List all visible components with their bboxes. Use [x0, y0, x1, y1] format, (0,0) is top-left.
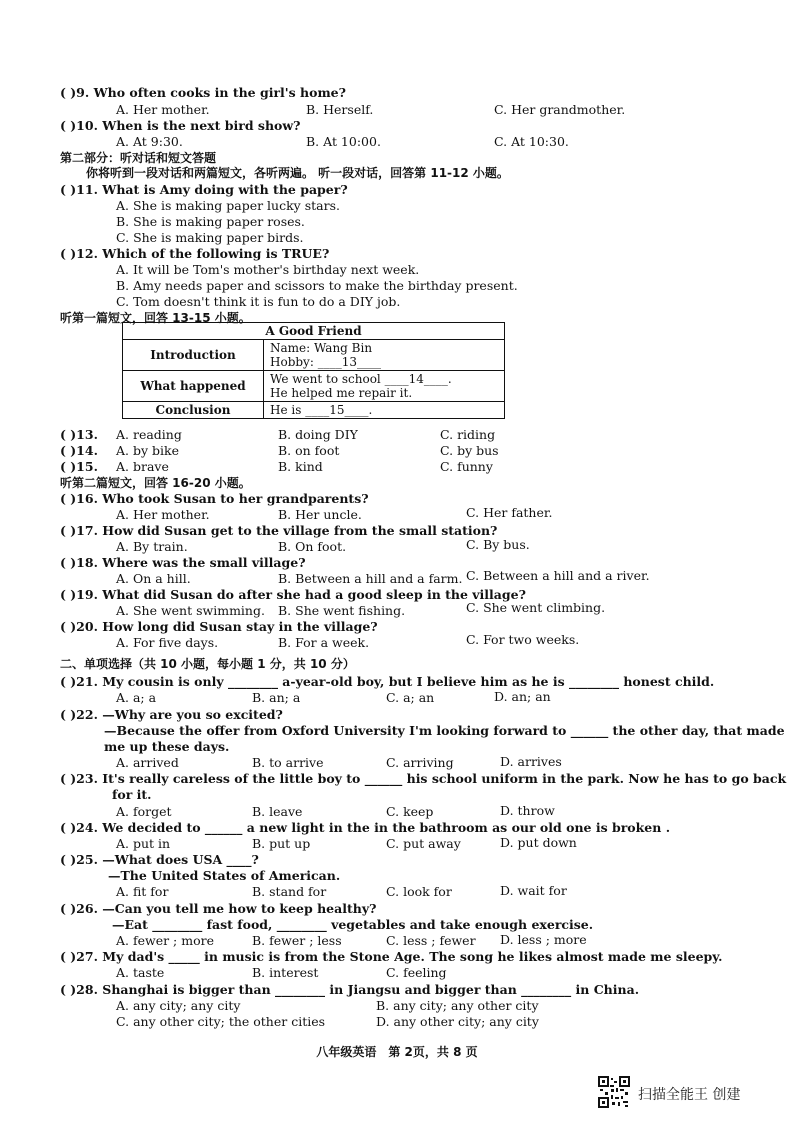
page-footer: 八年级英语 第 2页，共 8 页: [316, 1045, 478, 1059]
good-friend-table: [122, 322, 505, 419]
option-a: A. Her mother.: [116, 507, 210, 522]
option-a: A. It will be Tom's mother's birthday next week.: [116, 262, 420, 277]
scanner-watermark: 扫描全能王 创建: [638, 1087, 741, 1103]
question-number: ( )10.: [60, 118, 98, 133]
question-18: [60, 556, 306, 570]
question-number: ( )23.: [60, 771, 98, 786]
option-b: B. any city; any other city: [376, 998, 539, 1013]
option-c: C. By bus.: [466, 537, 530, 552]
option-a: A. She went swimming.: [116, 603, 265, 618]
option-a: A. taste: [116, 965, 165, 980]
question-number: ( )28.: [60, 982, 98, 997]
question-10: [60, 119, 300, 133]
option-a: A. Her mother.: [116, 102, 210, 117]
question-25-stem-line2: —The United States of American.: [108, 868, 341, 883]
question-22: [60, 708, 283, 722]
option-b: B. doing DIY: [278, 427, 358, 442]
table-row-label: Conclusion: [123, 402, 264, 419]
qr-code-icon: [598, 1076, 630, 1108]
option-b: B. kind: [278, 459, 323, 474]
table-row-content: [264, 340, 505, 371]
option-b: B. She went fishing.: [278, 603, 406, 618]
option-c: C. She is making paper birds.: [116, 230, 304, 245]
option-d: D. put down: [500, 835, 577, 850]
option-a: A. any city; any city: [116, 998, 241, 1013]
option-c: C. funny: [440, 459, 493, 474]
question-12: [60, 247, 329, 261]
question-14-number: ( )14.: [60, 443, 98, 458]
question-13-number: ( )13.: [60, 427, 98, 442]
question-26-stem-line2: —Eat ________ fast food, ________ vegetables and take enough exercise.: [112, 917, 594, 932]
question-stem: What did Susan do after she had a good sleep in the village?: [102, 587, 526, 602]
option-a: A. arrived: [116, 755, 179, 770]
option-c: C. keep: [386, 804, 434, 819]
option-a: A. by bike: [116, 443, 179, 458]
option-b: B. Between a hill and a farm.: [278, 571, 463, 586]
table-line: He helped me repair it.: [270, 386, 413, 400]
table-line: Name: Wang Bin: [270, 341, 373, 355]
option-a: A. At 9:30.: [116, 134, 183, 149]
option-b: B. stand for: [252, 884, 327, 899]
option-a: A. a; a: [116, 690, 157, 705]
question-19: [60, 588, 526, 602]
question-number: ( )21.: [60, 674, 98, 689]
option-c: C. by bus: [440, 443, 499, 458]
question-stem: —Can you tell me how to keep healthy?: [102, 901, 377, 916]
question-28: [60, 983, 639, 997]
question-number: ( )25.: [60, 852, 98, 867]
question-number: ( )24.: [60, 820, 98, 835]
question-stem: Who took Susan to her grandparents?: [102, 491, 369, 506]
option-a: A. put in: [116, 836, 171, 851]
option-b: B. At 10:00.: [306, 134, 381, 149]
option-a: A. forget: [116, 804, 172, 819]
question-number: ( )17.: [60, 523, 98, 538]
option-b: B. an; a: [252, 690, 301, 705]
option-c: C. At 10:30.: [494, 134, 569, 149]
option-b: B. Her uncle.: [278, 507, 362, 522]
table-title: A Good Friend: [123, 323, 505, 340]
option-a: A. On a hill.: [116, 571, 191, 586]
part2-title: 第二部分：听对话和短文答题: [60, 151, 217, 165]
table-line: We went to school ____14____.: [270, 372, 452, 386]
question-number: ( )20.: [60, 619, 98, 634]
passage1-instruction: 听第一篇短文，回答 13-15 小题。: [60, 311, 251, 325]
question-number: ( )27.: [60, 949, 98, 964]
question-22-stem-line3: me up these days.: [104, 739, 230, 754]
option-c: C. Tom doesn't think it is fun to do a DIY job.: [116, 294, 401, 309]
question-number: ( )18.: [60, 555, 98, 570]
question-stem: My dad's _____ in music is from the Stone Age. The song he likes almost made me sleepy.: [102, 949, 723, 964]
part2-instruction: 你将听到一段对话和两篇短文，各听两遍。 听一段对话，回答第 11-12 小题。: [86, 166, 509, 180]
option-b: B. Amy needs paper and scissors to make the birthday present.: [116, 278, 518, 293]
question-number: ( )19.: [60, 587, 98, 602]
passage2-instruction: 听第二篇短文，回答 16-20 小题。: [60, 476, 251, 490]
question-stem: What is Amy doing with the paper?: [102, 182, 348, 197]
option-b: B. to arrive: [252, 755, 324, 770]
question-number: ( )12.: [60, 246, 98, 261]
option-a: A. She is making paper lucky stars.: [116, 198, 340, 213]
option-a: A. fewer ; more: [116, 933, 214, 948]
question-stem: My cousin is only ________ a-year-old boy, but I believe him as he is ________ honest child.: [102, 674, 715, 689]
option-b: B. on foot: [278, 443, 340, 458]
option-d: D. arrives: [500, 754, 562, 769]
question-number: ( )11.: [60, 182, 98, 197]
question-17: [60, 524, 497, 538]
option-a: A. brave: [116, 459, 169, 474]
question-26: [60, 902, 376, 916]
question-9: [60, 86, 346, 100]
question-stem: We decided to ______ a new light in the in the bathroom as our old one is broken .: [102, 820, 671, 835]
option-b: B. leave: [252, 804, 303, 819]
table-row: [123, 371, 505, 402]
question-number: ( )26.: [60, 901, 98, 916]
option-c: C. riding: [440, 427, 496, 442]
table-row-content: [264, 402, 505, 419]
table-row: [123, 402, 505, 419]
option-d: D. wait for: [500, 883, 567, 898]
question-stem: —What does USA ____?: [102, 852, 259, 867]
option-b: B. fewer ; less: [252, 933, 342, 948]
question-23: [60, 772, 786, 786]
question-21: [60, 675, 714, 689]
option-b: B. For a week.: [278, 635, 370, 650]
table-line: He is ____15____.: [270, 403, 373, 417]
option-c: C. a; an: [386, 690, 435, 705]
option-d: D. an; an: [494, 689, 551, 704]
option-c: C. arriving: [386, 755, 454, 770]
option-d: D. throw: [500, 803, 555, 818]
question-number: ( )22.: [60, 707, 98, 722]
question-15-number: ( )15.: [60, 459, 98, 474]
option-c: C. Between a hill and a river.: [466, 568, 650, 583]
option-c: C. Her grandmother.: [494, 102, 626, 117]
table-row: [123, 340, 505, 371]
option-a: A. fit for: [116, 884, 169, 899]
option-c: C. look for: [386, 884, 452, 899]
question-stem: Who often cooks in the girl's home?: [93, 85, 346, 100]
question-22-stem-line2: —Because the offer from Oxford University I'm looking forward to ______ the other day, that made: [104, 723, 785, 738]
table-header-row: [123, 323, 505, 340]
question-11: [60, 183, 348, 197]
question-27: [60, 950, 722, 964]
option-c: C. Her father.: [466, 505, 553, 520]
question-stem: How did Susan get to the village from the small station?: [102, 523, 498, 538]
question-stem: Which of the following is TRUE?: [102, 246, 330, 261]
option-c: C. less ; fewer: [386, 933, 476, 948]
question-stem: When is the next bird show?: [102, 118, 301, 133]
question-stem: How long did Susan stay in the village?: [102, 619, 378, 634]
question-stem: —Why are you so excited?: [102, 707, 283, 722]
table-row-content: [264, 371, 505, 402]
option-b: B. interest: [252, 965, 319, 980]
option-d: D. less ; more: [500, 932, 587, 947]
question-stem: It's really careless of the little boy to ______ his school uniform in the park. Now he has to go back: [102, 771, 787, 786]
option-b: B. put up: [252, 836, 311, 851]
option-c: C. any other city; the other cities: [116, 1014, 326, 1029]
question-number: ( )9.: [60, 85, 90, 100]
question-23-stem-line2: for it.: [112, 787, 152, 802]
option-b: B. On foot.: [278, 539, 347, 554]
option-c: C. She went climbing.: [466, 600, 606, 615]
option-c: C. For two weeks.: [466, 632, 580, 647]
option-d: D. any other city; any city: [376, 1014, 539, 1029]
option-a: A. By train.: [116, 539, 188, 554]
option-c: C. put away: [386, 836, 461, 851]
question-24: [60, 821, 670, 835]
table-row-label: What happened: [123, 371, 264, 402]
question-16: [60, 492, 369, 506]
option-a: A. For five days.: [116, 635, 219, 650]
question-stem: Where was the small village?: [102, 555, 306, 570]
option-b: B. Herself.: [306, 102, 374, 117]
question-20: [60, 620, 378, 634]
question-25: [60, 853, 259, 867]
table-line: Hobby: ____13____: [270, 355, 381, 369]
option-a: A. reading: [116, 427, 182, 442]
option-b: B. She is making paper roses.: [116, 214, 305, 229]
question-stem: Shanghai is bigger than ________ in Jiangsu and bigger than ________ in China.: [102, 982, 640, 997]
question-number: ( )16.: [60, 491, 98, 506]
section2-title: 二、单项选择（共 10 小题，每小题 1 分，共 10 分）: [60, 657, 355, 671]
table-row-label: Introduction: [123, 340, 264, 371]
option-c: C. feeling: [386, 965, 447, 980]
